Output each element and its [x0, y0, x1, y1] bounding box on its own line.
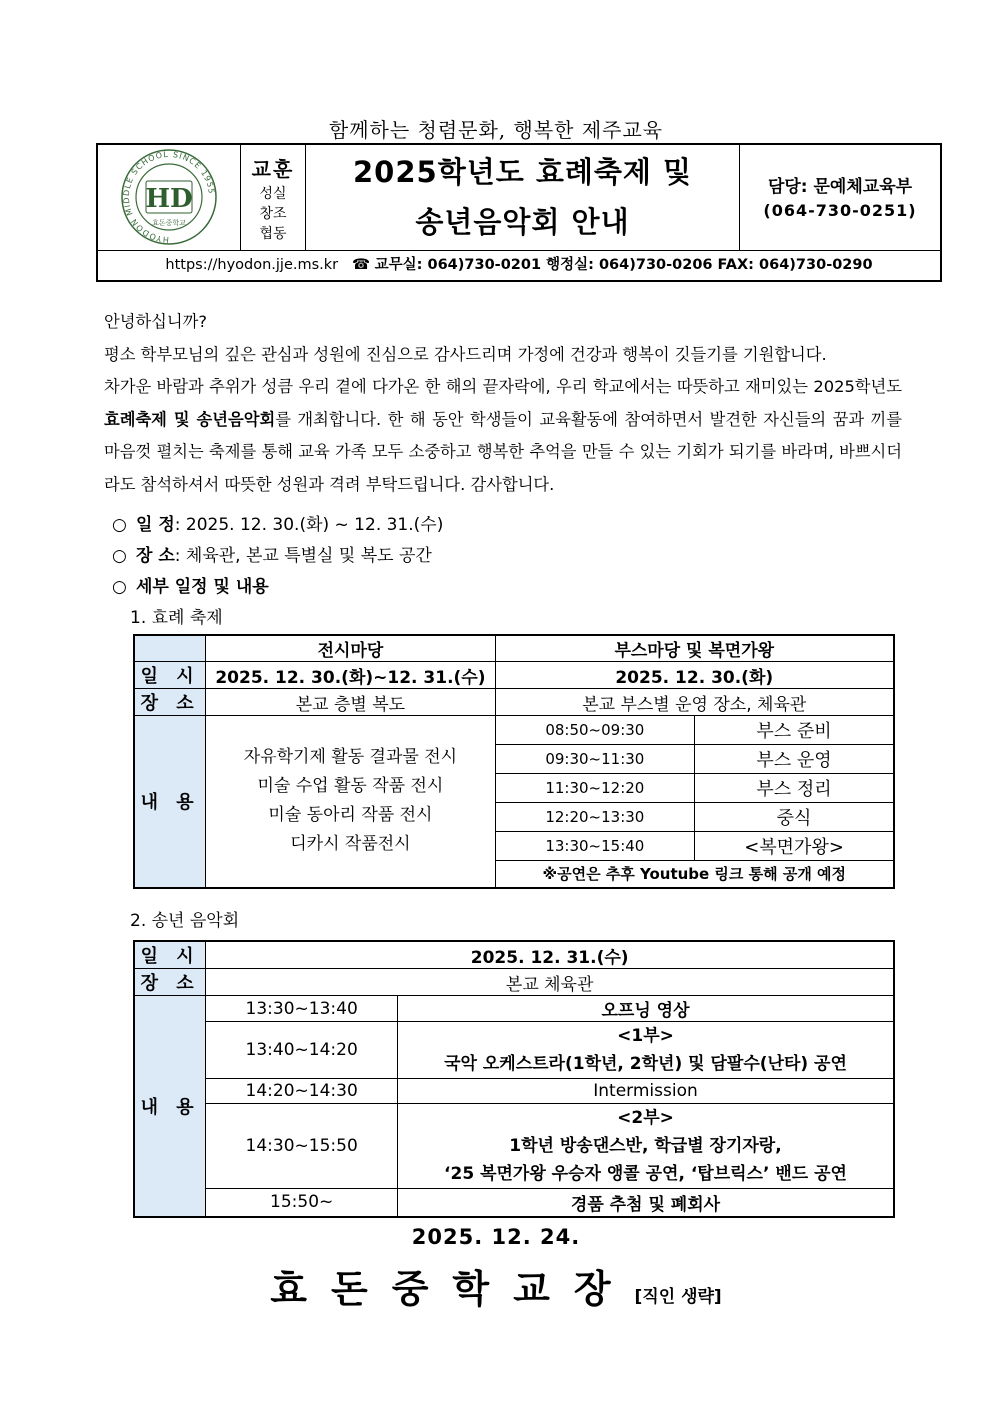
place-label: 장 소 [136, 546, 175, 566]
booth-time: 09:30~11:30 [495, 745, 695, 774]
school-phones: 교무실: 064)730-0201 행정실: 064)730-0206 FAX: 064)730-0290 [374, 257, 873, 273]
booth-time: 08:50~09:30 [495, 716, 695, 745]
issue-date: 2025. 12. 24. [411, 1225, 581, 1249]
schedule-value: : 2025. 12. 30.(화) ~ 12. 31.(수) [174, 515, 444, 535]
logo-korean-text: 효돈중학교 [152, 219, 186, 227]
booth-time: 12:20~13:30 [495, 803, 695, 832]
event-summary: ○ 일 정: 2025. 12. 30.(화) ~ 12. 31.(수) ○ 장 소: 체육관, 본교 특별실 및 복도 공간 ○ 세부 일정 및 내용 [112, 515, 444, 597]
paragraph-1: 평소 학부모님의 깊은 관심과 성원에 진심으로 감사드리며 가정에 건강과 행복이 깃들기를 기원합니다. [104, 344, 827, 364]
festival-name: 효례축제 및 송년음악회 [104, 409, 276, 429]
detail-label: 세부 일정 및 내용 [136, 577, 269, 597]
concert-program: <1부> 국악 오케스트라(1학년, 2학년) 및 담팔수(난타) 공연 [398, 1022, 895, 1079]
exhibit-item: 미술 수업 활동 작품 전시 [257, 776, 444, 797]
motto-title: 교훈 [251, 157, 295, 181]
logo-ring-text: HYODON MIDDLE SCHOOL SINCE 1955 [121, 149, 217, 245]
greeting: 안녕하십니까? [104, 312, 208, 331]
school-logo [98, 145, 240, 250]
exhibit-place: 본교 층별 복도 [206, 689, 495, 716]
date-label: 일 시 [134, 662, 206, 689]
concert-time: 14:30~15:50 [206, 1104, 398, 1189]
booth-event: 부스 준비 [695, 716, 894, 745]
place-label: 장 소 [134, 969, 206, 996]
contact-phone: (064-730-0251) [763, 201, 917, 220]
document-title [306, 145, 740, 250]
school-url[interactable]: https://hyodon.jje.ms.kr [165, 257, 339, 273]
title-line-1: 2025학년도 효례축제 및 [352, 155, 693, 189]
exhibit-item: 미술 동아리 작품 전시 [268, 805, 433, 826]
exhibit-date: 2025. 12. 30.(화)~12. 31.(수) [206, 662, 495, 689]
booth-event: 중식 [695, 803, 894, 832]
contact-department: 담당: 문예체교육부 [767, 177, 913, 197]
date-label: 일 시 [134, 941, 206, 969]
contact-box [740, 145, 940, 250]
concert-table [133, 940, 895, 1218]
schedule-label: 일 정 [136, 515, 175, 535]
booth-event: <복면가왕> [695, 832, 894, 861]
booth-time: 11:30~12:20 [495, 774, 695, 803]
concert-heading: 2. 송년 음악회 [130, 911, 240, 931]
concert-time: 15:50~ [206, 1189, 398, 1217]
motto-item: 성실 [259, 186, 287, 202]
school-contact-line [98, 251, 940, 280]
signer-name: 효돈중학교장 [270, 1267, 635, 1311]
booth-time: 13:30~15:40 [495, 832, 695, 861]
booth-event: 부스 정리 [695, 774, 894, 803]
concert-time: 13:30~13:40 [206, 996, 398, 1022]
signature-line [0, 1258, 992, 1313]
concert-program: Intermission [398, 1079, 895, 1104]
phone-icon: ☎ [351, 257, 371, 273]
motto-item: 창조 [259, 206, 287, 222]
booth-place: 본교 부스별 운영 장소, 체육관 [495, 689, 894, 716]
title-line-2: 송년음악회 안내 [415, 205, 630, 239]
concert-place: 본교 체육관 [206, 969, 894, 996]
concert-time: 14:20~14:30 [206, 1079, 398, 1104]
seal-note: [직인 생략] [634, 1287, 722, 1307]
exhibit-list [206, 716, 495, 888]
festival-heading: 1. 효례 축제 [130, 608, 223, 628]
exhibit-item: 디카시 작품전시 [290, 834, 411, 855]
letter-body [96, 306, 902, 501]
motto-box [240, 145, 306, 250]
motto-item: 협동 [259, 226, 287, 242]
exhibit-item: 자유학기제 활동 결과물 전시 [243, 747, 458, 768]
paragraph-2: 차가운 바람과 추위가 성큼 우리 곁에 다가온 한 해의 끝자락에, 우리 학교에서는 따뜻하고 재미있는 2025학년도 효례축제 및 송년음악회를 개최합니다. 한 해 동안 학생들이 교육활동에 참여하면서 발견한 자신들의 꿈과 끼를 마음껏 펼치는 축제를 통해 교육 가족 모두 소중하고 행복한 추억을 만들 수 있는 기회가 되기를 바라며, 바쁘시더라도 참석하셔서 따뜻한 성원과 격려 부탁드립니다. 감사합니다. [104, 377, 902, 494]
booth-event: 부스 운영 [695, 745, 894, 774]
festival-table [133, 634, 895, 889]
concert-date: 2025. 12. 31.(수) [206, 941, 894, 969]
content-label: 내 용 [134, 996, 206, 1217]
youtube-note: ※공연은 추후 Youtube 링크 통해 공개 예정 [495, 861, 894, 888]
concert-program: 경품 추첨 및 폐회사 [398, 1189, 895, 1217]
exhibit-column-header: 전시마당 [206, 635, 495, 662]
concert-program: 오프닝 영상 [398, 996, 895, 1022]
document-header [96, 143, 942, 282]
slogan: 함께하는 청렴문화, 행복한 제주교육 [328, 118, 664, 142]
svg-text:HD: HD [145, 184, 193, 214]
concert-time: 13:40~14:20 [206, 1022, 398, 1079]
place-value: : 체육관, 본교 특별실 및 복도 공간 [174, 546, 432, 566]
content-label: 내 용 [134, 716, 206, 888]
concert-program: <2부> 1학년 방송댄스반, 학급별 장기자랑, ‘25 복면가왕 우승자 앵콜 공연, ‘탑브릭스’ 밴드 공연 [398, 1104, 895, 1189]
place-label: 장 소 [134, 689, 206, 716]
booth-date: 2025. 12. 30.(화) [495, 662, 894, 689]
booth-column-header: 부스마당 및 복면가왕 [495, 635, 894, 662]
